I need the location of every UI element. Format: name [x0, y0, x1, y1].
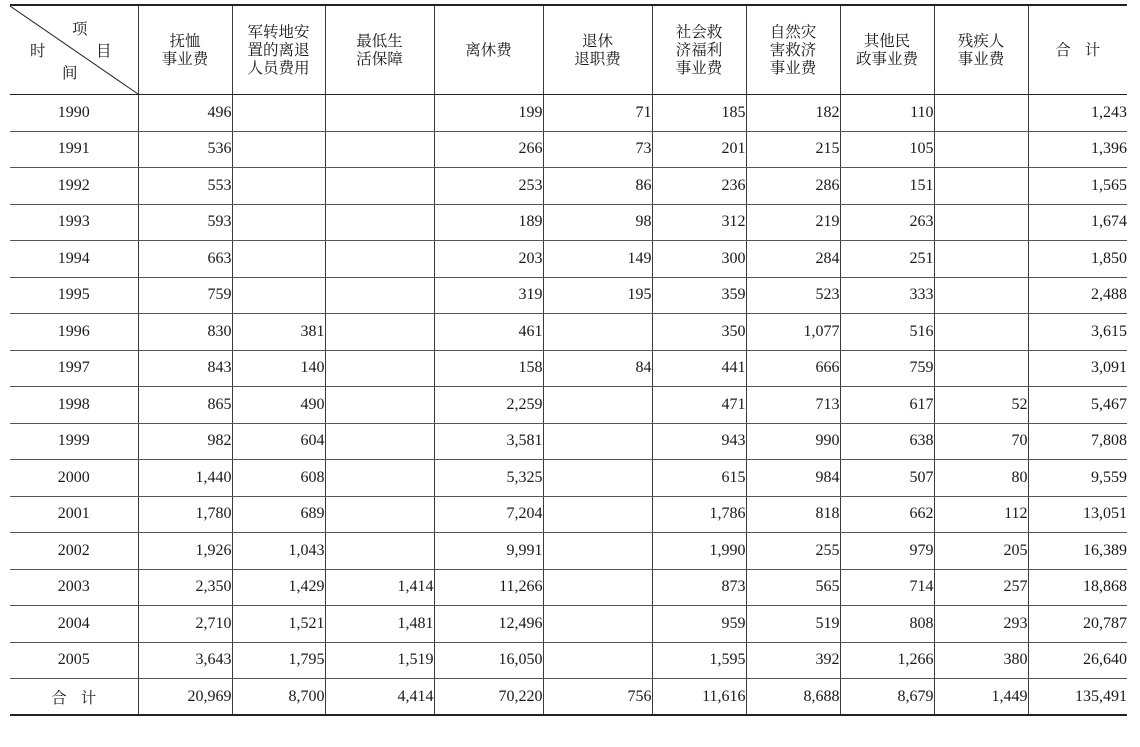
- corner-label-mu: 目: [96, 42, 112, 60]
- value-cell: [232, 131, 325, 168]
- value-cell: [934, 95, 1028, 132]
- corner-label-jian: 间: [62, 64, 78, 82]
- table-row: [10, 423, 1127, 460]
- year-cell: 2001: [10, 496, 138, 533]
- value-cell: 149: [543, 241, 652, 278]
- value-cell: 565: [746, 569, 840, 606]
- value-cell: 359: [652, 277, 746, 314]
- value-cell: 843: [138, 350, 232, 387]
- value-cell: 617: [840, 387, 934, 424]
- value-cell: 251: [840, 241, 934, 278]
- column-header-7: [840, 5, 934, 95]
- value-cell: [934, 168, 1028, 205]
- value-cell: 112: [934, 496, 1028, 533]
- column-header-6: [746, 5, 840, 95]
- value-cell: 86: [543, 168, 652, 205]
- value-cell: 263: [840, 204, 934, 241]
- value-cell: [934, 131, 1028, 168]
- value-cell: [232, 241, 325, 278]
- value-cell: [934, 241, 1028, 278]
- value-cell: [543, 569, 652, 606]
- value-cell: [934, 277, 1028, 314]
- total-row: [10, 679, 1127, 716]
- total-value-cell: 4,414: [325, 679, 434, 716]
- value-cell: [232, 95, 325, 132]
- value-cell: 663: [138, 241, 232, 278]
- year-cell: 1990: [10, 95, 138, 132]
- column-header-label: 其他民 政事业费: [855, 32, 918, 68]
- column-header-label: 抚恤 事业费: [161, 32, 209, 68]
- value-cell: [934, 350, 1028, 387]
- total-value-cell: 8,700: [232, 679, 325, 716]
- value-cell: 593: [138, 204, 232, 241]
- value-cell: 1,565: [1028, 168, 1127, 205]
- total-value-cell: 756: [543, 679, 652, 716]
- value-cell: 182: [746, 95, 840, 132]
- value-cell: 608: [232, 460, 325, 497]
- value-cell: 3,643: [138, 642, 232, 679]
- value-cell: 284: [746, 241, 840, 278]
- column-header-label: 最低生 活保障: [356, 32, 403, 68]
- value-cell: 830: [138, 314, 232, 351]
- value-cell: 18,868: [1028, 569, 1127, 606]
- value-cell: 1,043: [232, 533, 325, 570]
- table-row: [10, 533, 1127, 570]
- year-cell: 1994: [10, 241, 138, 278]
- value-cell: [543, 387, 652, 424]
- value-cell: 189: [434, 204, 543, 241]
- value-cell: 615: [652, 460, 746, 497]
- value-cell: [325, 168, 434, 205]
- value-cell: 312: [652, 204, 746, 241]
- value-cell: [232, 168, 325, 205]
- value-cell: 5,467: [1028, 387, 1127, 424]
- value-cell: [934, 204, 1028, 241]
- value-cell: 3,581: [434, 423, 543, 460]
- value-cell: 714: [840, 569, 934, 606]
- value-cell: 990: [746, 423, 840, 460]
- total-value-cell: 20,969: [138, 679, 232, 716]
- table-row: [10, 642, 1127, 679]
- header-row: [10, 5, 1127, 95]
- value-cell: 1,429: [232, 569, 325, 606]
- corner-label-shi: 时: [30, 42, 46, 60]
- table-row: [10, 496, 1127, 533]
- value-cell: 7,204: [434, 496, 543, 533]
- table-row: [10, 387, 1127, 424]
- value-cell: 350: [652, 314, 746, 351]
- value-cell: [543, 460, 652, 497]
- value-cell: 808: [840, 606, 934, 643]
- value-cell: 151: [840, 168, 934, 205]
- column-header-3: [434, 5, 543, 95]
- value-cell: 1,440: [138, 460, 232, 497]
- value-cell: 516: [840, 314, 934, 351]
- table-row: [10, 131, 1127, 168]
- value-cell: 604: [232, 423, 325, 460]
- value-cell: [325, 423, 434, 460]
- year-cell: 2004: [10, 606, 138, 643]
- value-cell: 73: [543, 131, 652, 168]
- value-cell: [543, 606, 652, 643]
- table-row: [10, 204, 1127, 241]
- value-cell: 392: [746, 642, 840, 679]
- column-header-9: [1028, 5, 1127, 95]
- table-row: [10, 606, 1127, 643]
- table-row: [10, 168, 1127, 205]
- value-cell: 257: [934, 569, 1028, 606]
- value-cell: 140: [232, 350, 325, 387]
- value-cell: 1,786: [652, 496, 746, 533]
- year-cell: 1999: [10, 423, 138, 460]
- value-cell: 638: [840, 423, 934, 460]
- value-cell: 818: [746, 496, 840, 533]
- value-cell: 1,396: [1028, 131, 1127, 168]
- value-cell: 873: [652, 569, 746, 606]
- column-header-label: 自然灾 害救济 事业费: [769, 23, 817, 77]
- year-cell: 1991: [10, 131, 138, 168]
- value-cell: 553: [138, 168, 232, 205]
- value-cell: 1,990: [652, 533, 746, 570]
- value-cell: 1,926: [138, 533, 232, 570]
- value-cell: 1,243: [1028, 95, 1127, 132]
- value-cell: 219: [746, 204, 840, 241]
- value-cell: 236: [652, 168, 746, 205]
- value-cell: [232, 277, 325, 314]
- column-header-4: [543, 5, 652, 95]
- value-cell: 158: [434, 350, 543, 387]
- year-cell: 2003: [10, 569, 138, 606]
- value-cell: 26,640: [1028, 642, 1127, 679]
- value-cell: 2,710: [138, 606, 232, 643]
- value-cell: [325, 204, 434, 241]
- table-row: [10, 314, 1127, 351]
- value-cell: [325, 95, 434, 132]
- column-header-5: [652, 5, 746, 95]
- year-cell: 1992: [10, 168, 138, 205]
- value-cell: 215: [746, 131, 840, 168]
- value-cell: 3,615: [1028, 314, 1127, 351]
- value-cell: 1,266: [840, 642, 934, 679]
- value-cell: [325, 533, 434, 570]
- value-cell: 984: [746, 460, 840, 497]
- value-cell: 536: [138, 131, 232, 168]
- table-container: [10, 4, 1127, 716]
- table-row: [10, 460, 1127, 497]
- table-row: [10, 95, 1127, 132]
- value-cell: 1,481: [325, 606, 434, 643]
- value-cell: 300: [652, 241, 746, 278]
- value-cell: 3,091: [1028, 350, 1127, 387]
- value-cell: 943: [652, 423, 746, 460]
- value-cell: 689: [232, 496, 325, 533]
- value-cell: 490: [232, 387, 325, 424]
- value-cell: [543, 642, 652, 679]
- total-value-cell: 70,220: [434, 679, 543, 716]
- value-cell: 1,780: [138, 496, 232, 533]
- table-body: [10, 95, 1127, 716]
- value-cell: 1,850: [1028, 241, 1127, 278]
- value-cell: [232, 204, 325, 241]
- value-cell: [325, 314, 434, 351]
- year-cell: 1995: [10, 277, 138, 314]
- value-cell: 185: [652, 95, 746, 132]
- value-cell: 201: [652, 131, 746, 168]
- total-label-cell: 合计: [10, 679, 138, 716]
- value-cell: 255: [746, 533, 840, 570]
- value-cell: [543, 423, 652, 460]
- value-cell: [934, 314, 1028, 351]
- value-cell: [325, 350, 434, 387]
- table-row: [10, 569, 1127, 606]
- value-cell: 523: [746, 277, 840, 314]
- column-header-label: 社会救 济福利 事业费: [675, 23, 723, 77]
- column-header-label: 合计: [1055, 41, 1115, 59]
- value-cell: [325, 387, 434, 424]
- value-cell: 759: [840, 350, 934, 387]
- value-cell: 266: [434, 131, 543, 168]
- column-header-8: [934, 5, 1028, 95]
- value-cell: 759: [138, 277, 232, 314]
- value-cell: 9,559: [1028, 460, 1127, 497]
- value-cell: 11,266: [434, 569, 543, 606]
- value-cell: [543, 314, 652, 351]
- year-cell: 1998: [10, 387, 138, 424]
- value-cell: 982: [138, 423, 232, 460]
- value-cell: 105: [840, 131, 934, 168]
- value-cell: 253: [434, 168, 543, 205]
- year-cell: 2005: [10, 642, 138, 679]
- corner-label-xiang: 项: [72, 20, 88, 38]
- value-cell: [325, 131, 434, 168]
- value-cell: 52: [934, 387, 1028, 424]
- value-cell: 71: [543, 95, 652, 132]
- column-header-label: 军转地安 置的离退 人员费用: [247, 23, 310, 77]
- year-cell: 1993: [10, 204, 138, 241]
- value-cell: 2,488: [1028, 277, 1127, 314]
- value-cell: 507: [840, 460, 934, 497]
- column-header-2: [325, 5, 434, 95]
- corner-header-cell: [10, 5, 138, 95]
- year-cell: 2000: [10, 460, 138, 497]
- column-header-label: 离休费: [465, 41, 512, 59]
- year-cell: 1996: [10, 314, 138, 351]
- total-value-cell: 8,679: [840, 679, 934, 716]
- value-cell: 98: [543, 204, 652, 241]
- value-cell: 1,519: [325, 642, 434, 679]
- value-cell: 461: [434, 314, 543, 351]
- value-cell: 1,674: [1028, 204, 1127, 241]
- value-cell: [325, 241, 434, 278]
- total-value-cell: 11,616: [652, 679, 746, 716]
- value-cell: 1,414: [325, 569, 434, 606]
- value-cell: 110: [840, 95, 934, 132]
- value-cell: 496: [138, 95, 232, 132]
- value-cell: 16,389: [1028, 533, 1127, 570]
- column-header-0: [138, 5, 232, 95]
- table-row: [10, 277, 1127, 314]
- value-cell: 203: [434, 241, 543, 278]
- value-cell: 84: [543, 350, 652, 387]
- value-cell: [325, 277, 434, 314]
- value-cell: 286: [746, 168, 840, 205]
- value-cell: 441: [652, 350, 746, 387]
- total-value-cell: 135,491: [1028, 679, 1127, 716]
- column-header-label: 残疾人 事业费: [957, 32, 1005, 68]
- value-cell: 979: [840, 533, 934, 570]
- value-cell: [325, 460, 434, 497]
- total-value-cell: 8,688: [746, 679, 840, 716]
- table-row: [10, 241, 1127, 278]
- total-value-cell: 1,449: [934, 679, 1028, 716]
- value-cell: 7,808: [1028, 423, 1127, 460]
- column-header-label: 退休 退职费: [574, 32, 621, 68]
- value-cell: 16,050: [434, 642, 543, 679]
- value-cell: 1,595: [652, 642, 746, 679]
- value-cell: 662: [840, 496, 934, 533]
- value-cell: 380: [934, 642, 1028, 679]
- value-cell: 666: [746, 350, 840, 387]
- table-row: [10, 350, 1127, 387]
- value-cell: 713: [746, 387, 840, 424]
- value-cell: 5,325: [434, 460, 543, 497]
- value-cell: 2,350: [138, 569, 232, 606]
- value-cell: 9,991: [434, 533, 543, 570]
- value-cell: 80: [934, 460, 1028, 497]
- value-cell: 20,787: [1028, 606, 1127, 643]
- value-cell: 865: [138, 387, 232, 424]
- column-header-1: [232, 5, 325, 95]
- value-cell: 199: [434, 95, 543, 132]
- value-cell: 195: [543, 277, 652, 314]
- value-cell: 1,521: [232, 606, 325, 643]
- expenditure-table: [10, 4, 1127, 716]
- value-cell: [543, 496, 652, 533]
- value-cell: [543, 533, 652, 570]
- value-cell: 519: [746, 606, 840, 643]
- value-cell: [325, 496, 434, 533]
- value-cell: 70: [934, 423, 1028, 460]
- value-cell: 319: [434, 277, 543, 314]
- year-cell: 1997: [10, 350, 138, 387]
- value-cell: 13,051: [1028, 496, 1127, 533]
- value-cell: 1,795: [232, 642, 325, 679]
- value-cell: 12,496: [434, 606, 543, 643]
- value-cell: 2,259: [434, 387, 543, 424]
- value-cell: 381: [232, 314, 325, 351]
- value-cell: 959: [652, 606, 746, 643]
- value-cell: 293: [934, 606, 1028, 643]
- value-cell: 205: [934, 533, 1028, 570]
- value-cell: 1,077: [746, 314, 840, 351]
- year-cell: 2002: [10, 533, 138, 570]
- value-cell: 471: [652, 387, 746, 424]
- value-cell: 333: [840, 277, 934, 314]
